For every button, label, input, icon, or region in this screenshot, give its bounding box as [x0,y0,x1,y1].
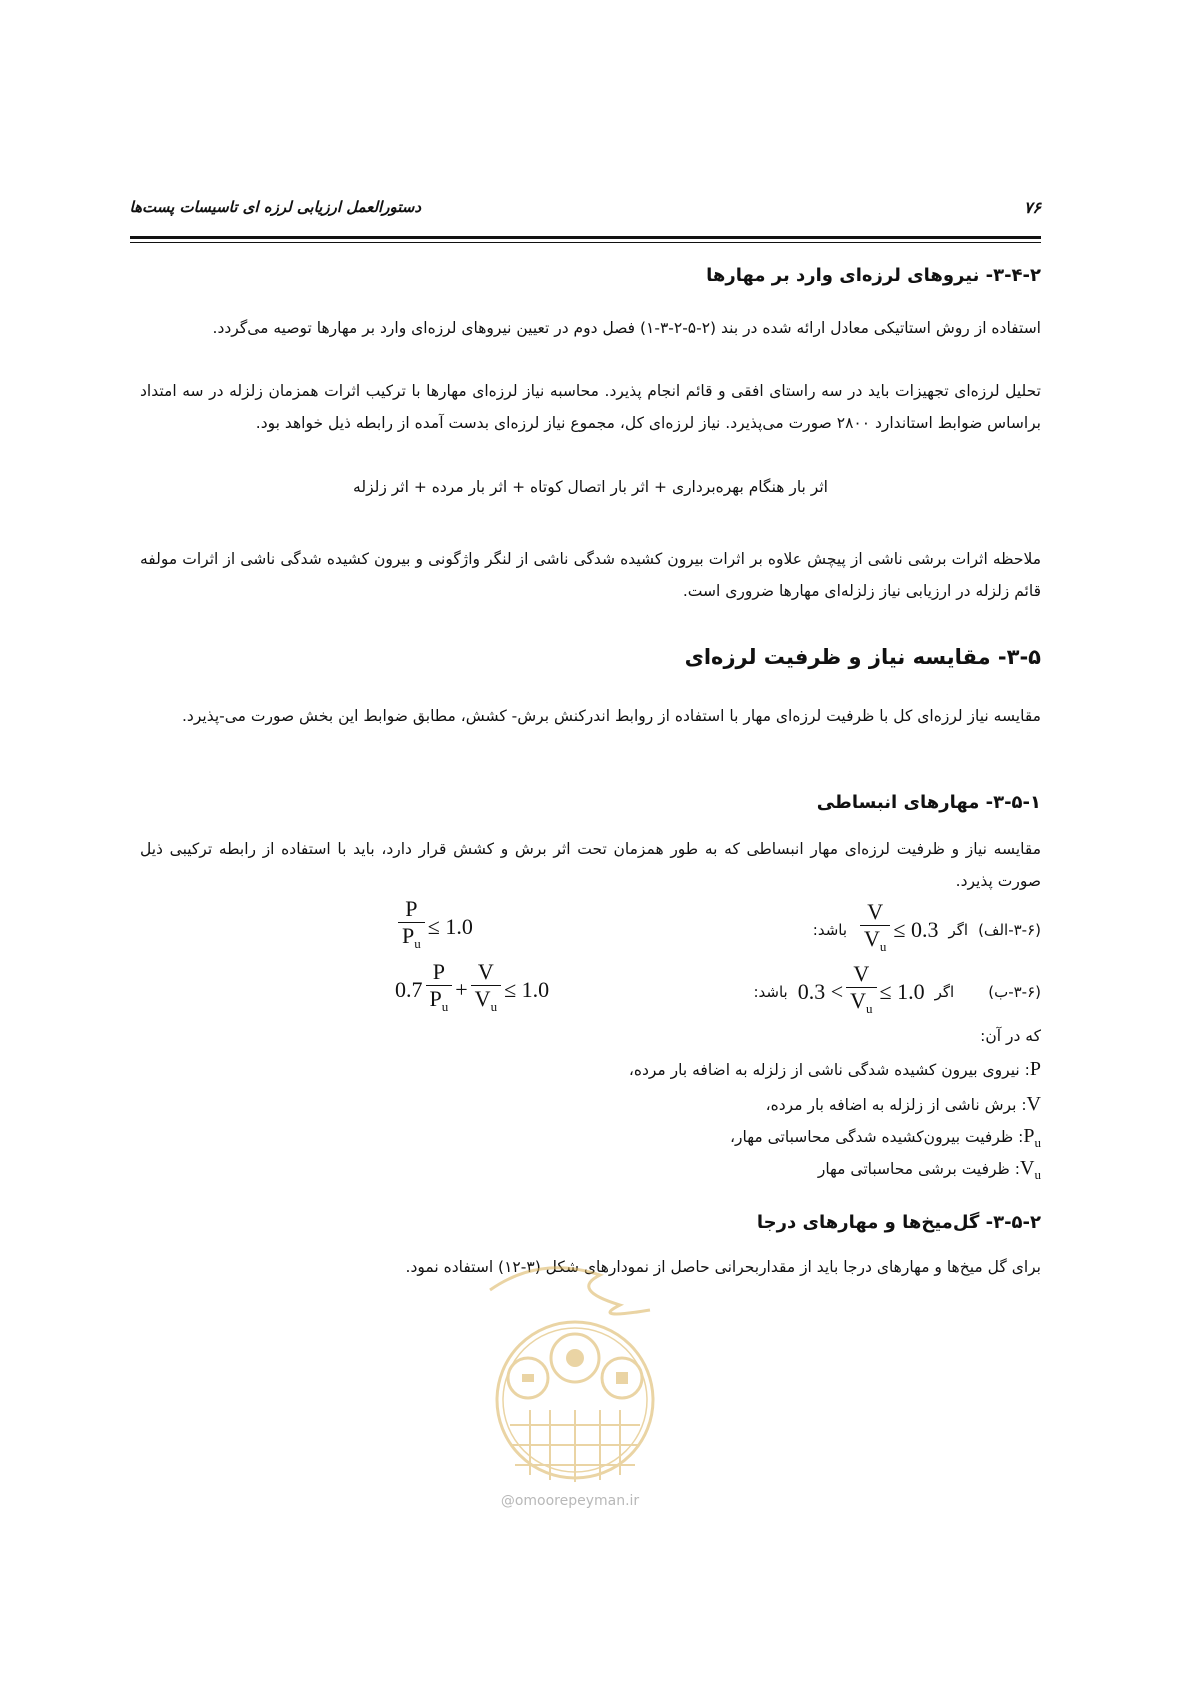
section-heading-3-5-2: ۳-۵-۲- گل‌میخ‌ها و مهارهای درجا [756,1212,1041,1233]
section-heading-3-5-1: ۳-۵-۱- مهارهای انبساطی [816,792,1041,813]
eq-b-cond-den-symbol: V [850,988,867,1013]
definition-vu [818,1157,1041,1183]
section-heading-3-4-2: ۳-۴-۲- نیروهای لرزه‌ای وارد بر مهارها [706,265,1041,286]
eq-a-rel-fraction [398,897,425,956]
eq-b-coefficient: 0.7 [395,976,423,1002]
eq-b-cond-den-sub: u [866,1001,873,1016]
eq-b-rel-den-sub-1: u [441,999,449,1014]
eq-b-rel-rhs: ≤ 1.0 [504,976,550,1002]
eq-b-cond-numerator: V [853,961,870,986]
eq-a-if-word: اگر [948,920,969,939]
running-header-title: دستورالعمل ارزیابی لرزه ای تاسیسات پست‌ها [129,198,421,216]
header-rule-thin [130,242,1041,243]
definition-vu-symbol [1020,1157,1041,1182]
where-label: که در آن: [980,1027,1041,1045]
page-number: ۷۶ [1023,198,1041,217]
eq-b-rel-numerator-2: V [477,959,494,984]
load-combination-formula: اثر بار هنگام بهره‌برداری + اثر بار اتصال کوتاه + اثر بار مرده + اثر زلزله [353,478,828,496]
eq-b-cond-rhs: ≤ 1.0 [879,978,925,1004]
eq-a-cond-numerator: V [867,899,884,924]
definition-p [629,1058,1041,1084]
definition-pu-letter: P [1023,1125,1035,1147]
definition-pu-symbol [1023,1125,1041,1150]
definition-v-text: : برش ناشی از زلزله به اضافه بار مرده، [765,1096,1027,1114]
watermark-text: @omoorepeyman.ir [500,1493,640,1509]
eq-b-rel-denominator-1 [426,985,453,1019]
eq-a-cond-denominator [860,925,890,959]
eq-b-then-word: باشد: [753,982,788,1001]
eq-b-cond-denominator [846,987,876,1021]
eq-a-rel-den-symbol: P [402,923,415,948]
eq-b-cond-fraction [846,962,876,1021]
definition-pu [730,1125,1041,1151]
section-heading-3-5: ۳-۵- مقایسه نیاز و ظرفیت لرزه‌ای [684,645,1041,669]
eq-b-rel-fraction-2 [471,960,501,1019]
definition-v-letter: V [1026,1093,1041,1115]
eq-b-rel-den-symbol-2: V [474,986,491,1011]
equation-label-3-6-b: (۳-۶-ب) [988,982,1041,1001]
eq-a-rel-den-sub: u [414,936,421,951]
definition-vu-text: : ظرفیت برشی محاسباتی مهار [817,1160,1021,1178]
eq-b-rel-numerator-1: P [432,959,445,984]
equation-label-3-6-b-row [753,962,1041,1021]
watermark-logo-icon [450,1250,700,1500]
paragraph-static-method: استفاده از روش استاتیکی معادل ارائه شده در بند (۲-۵-۲-۳-۱) فصل دوم در تعیین نیروهای لرزه‌ای وارد بر مهارها توصیه می‌گردد. [212,319,1041,337]
eq-a-condition [857,900,938,959]
definition-v [766,1093,1041,1119]
eq-b-cond-lhs: 0.3 < [797,978,844,1004]
eq-b-condition [798,962,925,1021]
eq-a-cond-fraction [860,900,890,959]
paragraph-comparison: مقایسه نیاز لرزه‌ای کل با ظرفیت لرزه‌ای مهار با استفاده از روابط اندرکنش برش- کشش، مطابق ضوابط این بخش صورت می-پذیرد. [182,707,1041,725]
eq-b-rel-fraction-1 [426,960,453,1019]
definition-pu-text: : ظرفیت بیرون‌کشیده شدگی محاسباتی مهار، [730,1128,1024,1146]
eq-a-cond-den-symbol: V [864,926,880,951]
eq-b-rel-denominator-2 [471,985,501,1019]
eq-b-rel-den-symbol-1: P [429,986,442,1011]
definition-vu-letter: V [1020,1157,1035,1179]
eq-b-plus: + [455,976,468,1002]
definition-pu-sub: u [1034,1135,1041,1150]
paragraph-note: ملاحظه اثرات برشی ناشی از پیچش علاوه بر اثرات بیرون کشیده شدگی ناشی از لنگر واژگونی و بیرون کشیده شدگی ناشی از اثرات مولفه قائم زلزله در ارزیابی نیاز زلزله‌ای مهارها ضروری است. [140,550,1041,600]
equation-3-6-b [395,960,549,1019]
eq-a-rel-denominator [398,922,425,956]
eq-a-rel-rhs: ≤ 1.0 [427,913,473,939]
definition-v-symbol [1027,1093,1041,1115]
header-rule [130,236,1041,239]
paragraph-seismic-analysis: تحلیل لرزه‌ای تجهیزات باید در سه راستای افقی و قائم انجام پذیرد. محاسبه نیاز لرزه‌ای مهارها با ترکیب اثرات همزمان زلزله در سه امتداد براساس ضوابط استاندارد ۲۸۰۰ صورت می‌پذیرد. نیاز لرزه‌ای کل، مجموع نیاز لرزه‌ای بدست آمده از رابطه ذیل خواهد بود. [140,382,1041,432]
eq-b-if-word: اگر [934,982,955,1001]
definition-p-symbol [1030,1058,1041,1080]
definition-p-text: : نیروی بیرون کشیده شدگی ناشی از زلزله به اضافه بار مرده، [628,1061,1030,1079]
eq-a-cond-rhs: ≤ 0.3 [893,916,939,942]
equation-label-3-6-a: (۳-۶-الف) [978,920,1041,939]
definition-p-letter: P [1029,1058,1041,1080]
definition-vu-sub: u [1034,1167,1041,1182]
equation-label-3-6-a-row [813,900,1041,959]
eq-a-then-word: باشد: [812,920,848,939]
paragraph-expansion-anchors: مقایسه نیاز و ظرفیت لرزه‌ای مهار انبساطی که به طور همزمان تحت اثر برش و کشش قرار دارد، باید با استفاده از رابطه ترکیبی ذیل صورت پذیرد. [140,840,1041,890]
equation-3-6-a [395,897,473,956]
paragraph-studs: برای گل میخ‌ها و مهارهای درجا باید از مقداربحرانی حاصل از نمودارهای شکل (۳-۱۲) استفاده نمود. [405,1258,1041,1276]
eq-a-cond-den-sub: u [879,939,887,954]
eq-b-rel-den-sub-2: u [490,999,498,1014]
eq-a-rel-numerator: P [405,896,418,921]
